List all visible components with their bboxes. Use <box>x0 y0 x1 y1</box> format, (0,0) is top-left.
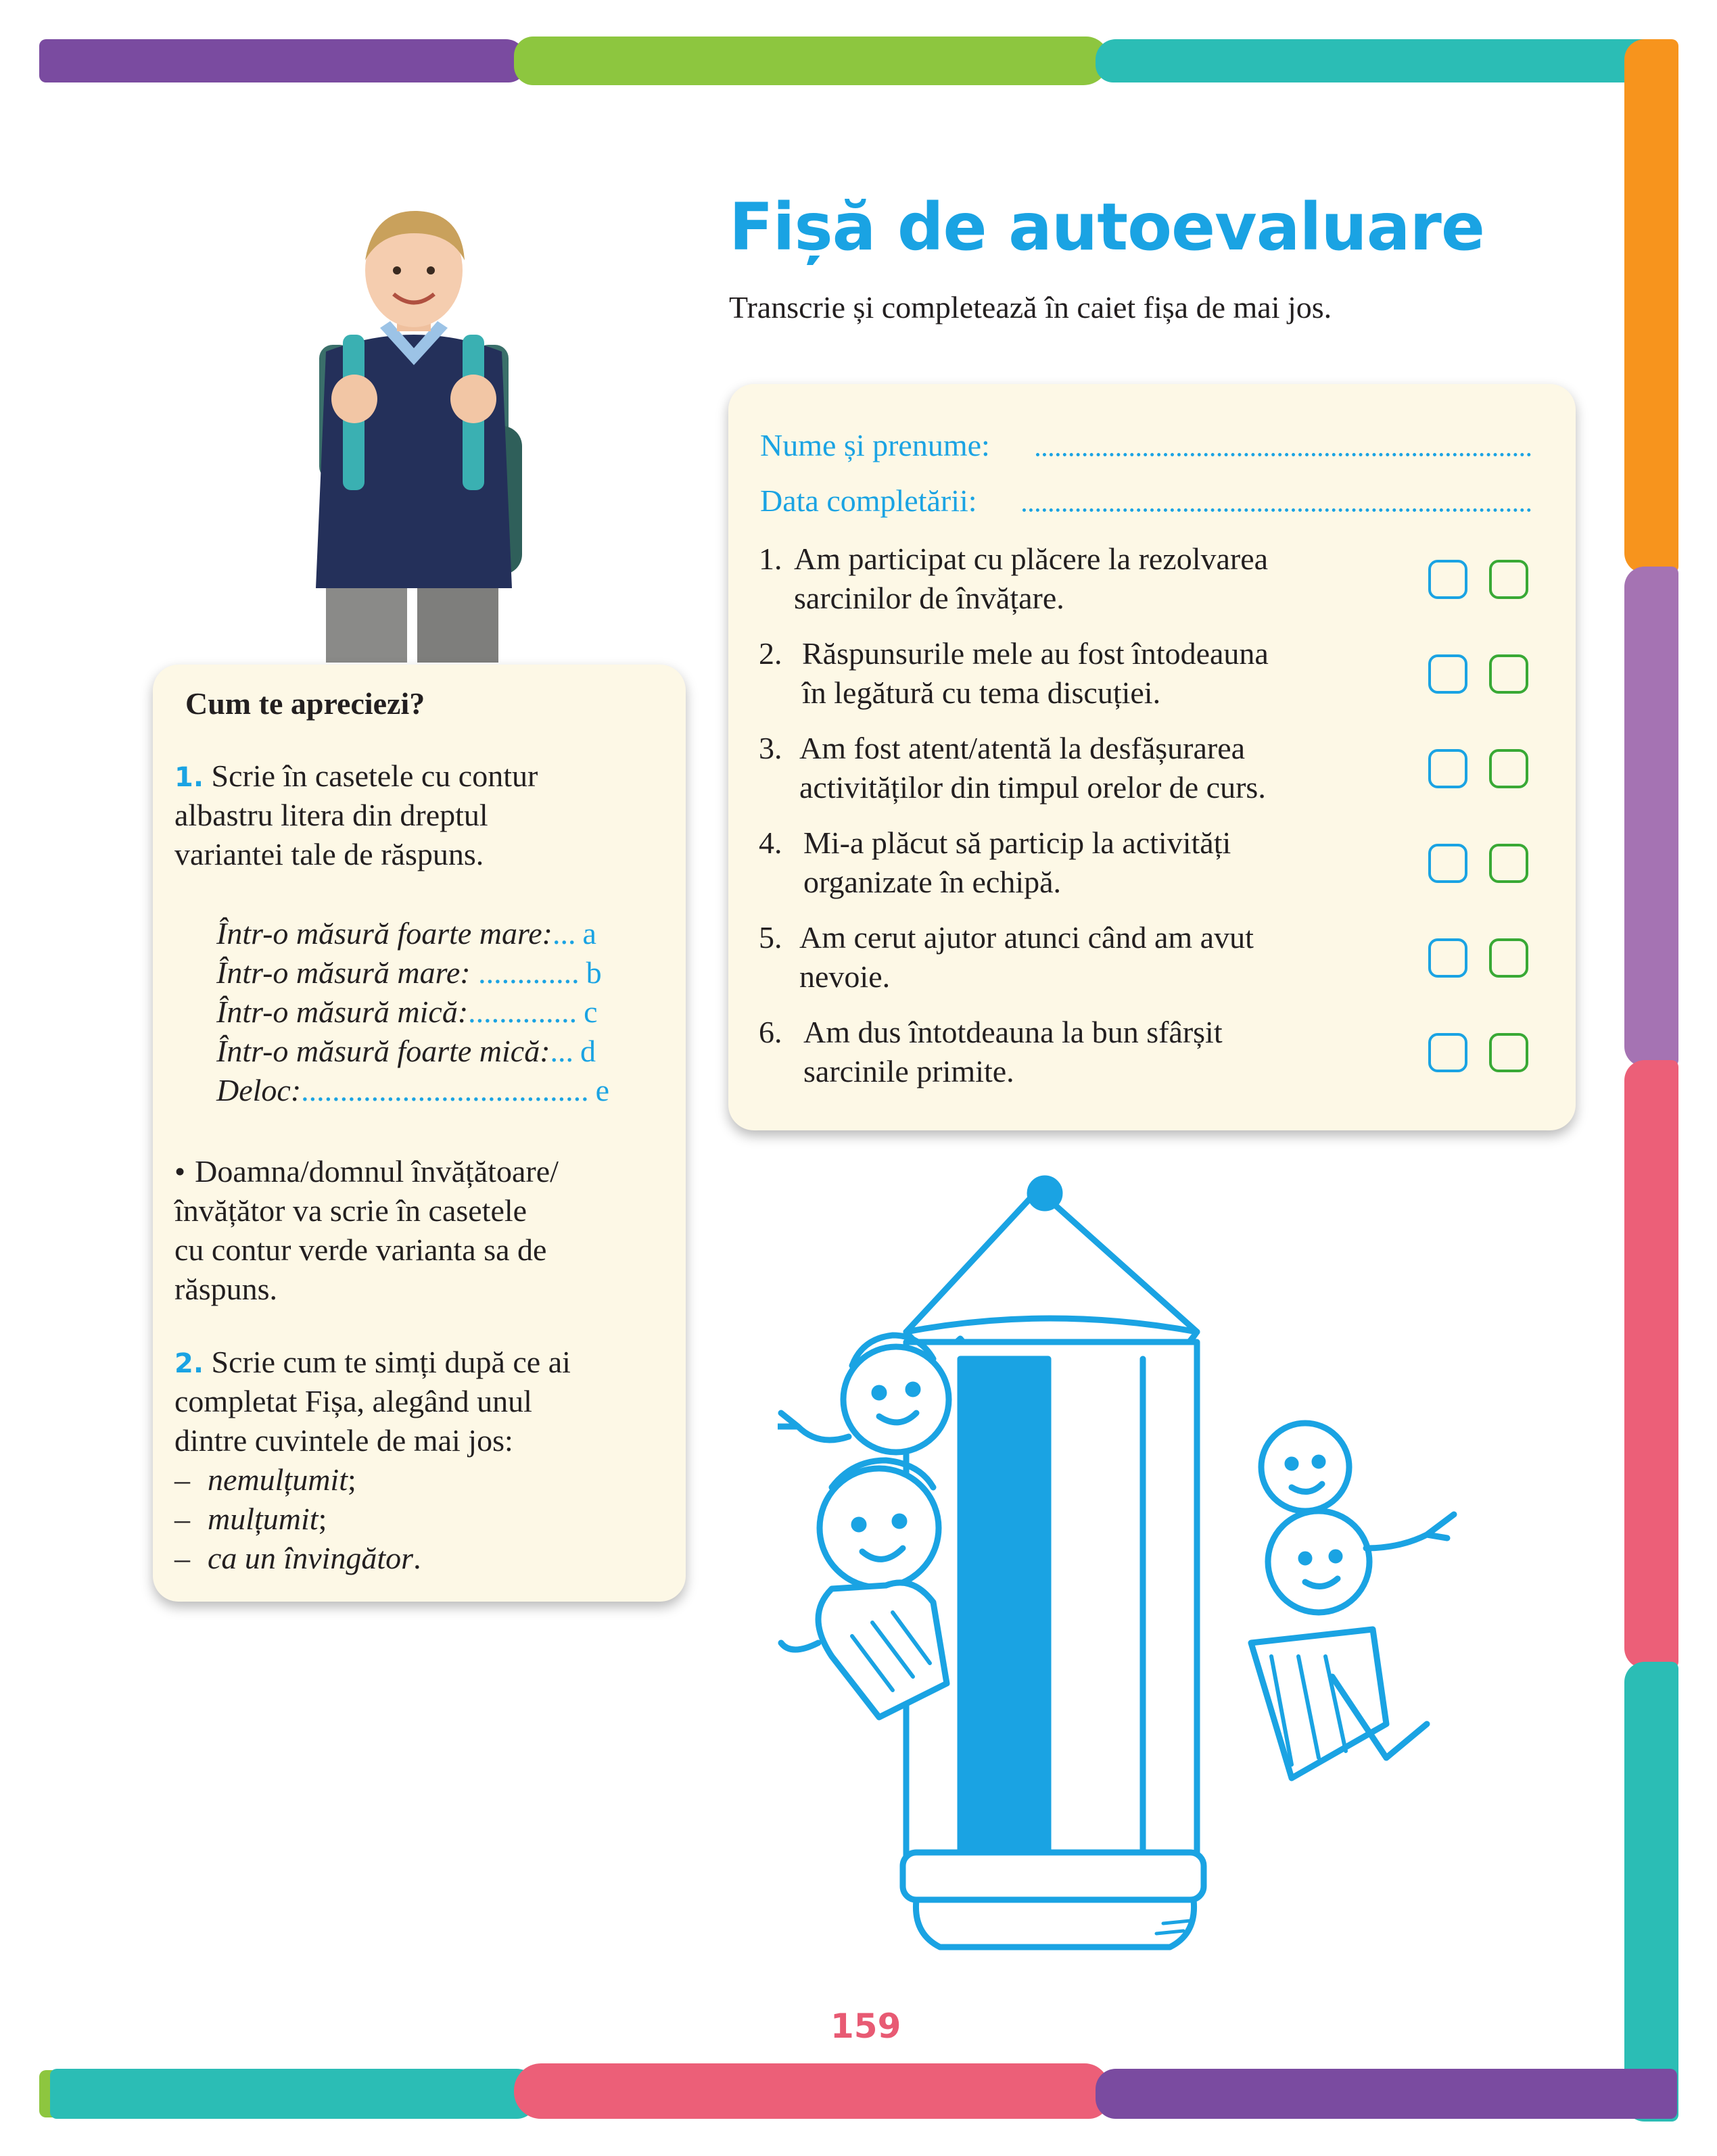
option-label: Într-o măsură foarte mică: <box>216 1034 550 1068</box>
feeling-word: ca un învingător <box>208 1541 414 1575</box>
student-answer-box[interactable] <box>1428 1033 1467 1072</box>
task-2-line: completat Fișa, alegând unul <box>174 1384 532 1418</box>
teacher-note-line: Doamna/domnul învățătoare/ <box>195 1154 559 1189</box>
page-subtitle: Transcrie și completează în caiet fișa de mai jos. <box>729 290 1332 325</box>
feeling-word: mulțumit <box>208 1502 319 1536</box>
question-2 <box>759 634 1269 713</box>
date-field-label: Data completării: <box>760 483 977 518</box>
punctuation: . <box>413 1541 421 1575</box>
question-5 <box>759 918 1254 997</box>
option-letter: d <box>580 1034 596 1068</box>
dash: – <box>174 1462 190 1497</box>
teacher-note-line: răspuns. <box>174 1272 278 1306</box>
option-dots: .............. <box>468 995 578 1029</box>
feeling-choice <box>174 1464 356 1495</box>
question-text: Am cerut ajutor atunci când am avut <box>799 920 1254 955</box>
bottom-band-pink <box>514 2063 1109 2119</box>
task-2-number: 2. <box>174 1348 204 1379</box>
option-dots: ............. <box>470 955 580 990</box>
task-1-line: Scrie în casetele cu contur <box>211 759 538 793</box>
teacher-answer-box[interactable] <box>1489 654 1528 694</box>
option-row <box>216 918 596 949</box>
instructions-heading: Cum te apreciezi? <box>185 686 425 721</box>
bottom-band-teal <box>50 2069 537 2119</box>
task-1-number: 1. <box>174 762 204 793</box>
task-2-line: dintre cuvintele de mai jos: <box>174 1423 513 1458</box>
student-answer-box[interactable] <box>1428 938 1467 978</box>
task-1 <box>174 761 538 792</box>
name-field[interactable] <box>760 427 1531 463</box>
top-band-teal <box>1096 39 1677 82</box>
teacher-answer-box[interactable] <box>1489 938 1528 978</box>
option-dots: ... <box>552 916 576 951</box>
teacher-answer-box[interactable] <box>1489 844 1528 883</box>
punctuation: ; <box>318 1502 327 1536</box>
bottom-band-purple <box>1096 2069 1677 2119</box>
feeling-choice <box>174 1543 421 1574</box>
option-letter: a <box>582 916 596 951</box>
right-band-pink <box>1624 1060 1678 1669</box>
student-answer-box[interactable] <box>1428 560 1467 599</box>
question-text: sarcinilor de învățare. <box>794 581 1064 615</box>
option-dots: ..................................... <box>301 1073 589 1107</box>
question-text: activităților din timpul orelor de curs. <box>799 770 1266 805</box>
question-text: Am participat cu plăcere la rezolvarea <box>794 542 1269 576</box>
task-1-line: variantei tale de răspuns. <box>174 837 484 871</box>
teacher-answer-box[interactable] <box>1489 560 1528 599</box>
question-number: 6. <box>759 1015 782 1049</box>
option-letter: e <box>595 1073 610 1107</box>
top-band-green <box>514 37 1109 85</box>
name-field-line[interactable] <box>1036 453 1531 456</box>
right-band-teal <box>1624 1662 1678 2122</box>
task-2 <box>174 1347 571 1378</box>
question-number: 5. <box>759 920 782 955</box>
teacher-note <box>174 1156 559 1187</box>
page-number: 159 <box>830 2007 901 2046</box>
option-row <box>216 1036 596 1067</box>
question-number: 3. <box>759 731 782 765</box>
student-answer-box[interactable] <box>1428 844 1467 883</box>
boy-with-backpack-image <box>279 196 549 663</box>
option-label: Într-o măsură mică: <box>216 995 469 1029</box>
question-4 <box>759 823 1231 902</box>
option-row <box>216 997 598 1028</box>
question-text: în legătură cu tema discuției. <box>802 675 1161 710</box>
question-text: Am fost atent/atentă la desfășurarea <box>799 731 1246 765</box>
feeling-choice <box>174 1504 327 1535</box>
question-text: sarcinile primite. <box>803 1054 1014 1088</box>
question-text: nevoie. <box>799 959 891 994</box>
top-band-purple <box>39 39 526 82</box>
student-answer-box[interactable] <box>1428 654 1467 694</box>
question-number: 4. <box>759 825 782 860</box>
teacher-note-line: învățător va scrie în casetele <box>174 1193 527 1228</box>
feeling-word: nemulțumit <box>208 1462 348 1497</box>
task-1-line: albastru litera din dreptul <box>174 798 488 832</box>
question-text: Am dus întotdeauna la bun sfârșit <box>803 1015 1223 1049</box>
teacher-answer-box[interactable] <box>1489 749 1528 788</box>
option-label: Deloc: <box>216 1073 302 1107</box>
question-3 <box>759 729 1266 807</box>
right-band-orange <box>1624 39 1678 573</box>
question-1 <box>759 540 1268 618</box>
right-band-lilac <box>1624 567 1678 1067</box>
option-letter: b <box>586 955 602 990</box>
option-letter: c <box>584 995 598 1029</box>
teacher-answer-box[interactable] <box>1489 1033 1528 1072</box>
question-6 <box>759 1013 1223 1091</box>
question-number: 1. <box>759 542 782 576</box>
name-field-label: Nume și prenume: <box>760 428 990 462</box>
option-label: Într-o măsură foarte mare: <box>216 916 552 951</box>
dash: – <box>174 1502 190 1536</box>
bullet-icon: • <box>174 1154 186 1189</box>
question-text: organizate în echipă. <box>803 865 1062 899</box>
date-field-line[interactable] <box>1022 508 1531 512</box>
punctuation: ; <box>347 1462 356 1497</box>
question-number: 2. <box>759 636 782 671</box>
option-row <box>216 957 602 988</box>
page-title: Fișă de autoevaluare <box>729 189 1484 265</box>
pencil-and-children-illustration <box>778 1170 1488 1967</box>
option-dots: ... <box>550 1034 574 1068</box>
question-text: Mi-a plăcut să particip la activități <box>803 825 1231 860</box>
option-label: Într-o măsură mare: <box>216 955 471 990</box>
dash: – <box>174 1541 190 1575</box>
question-text: Răspunsurile mele au fost întodeauna <box>802 636 1269 671</box>
teacher-note-line: cu contur verde varianta sa de <box>174 1232 547 1267</box>
student-answer-box[interactable] <box>1428 749 1467 788</box>
task-2-line: Scrie cum te simți după ce ai <box>211 1345 571 1379</box>
date-field[interactable] <box>760 483 1531 519</box>
option-row <box>216 1075 609 1106</box>
